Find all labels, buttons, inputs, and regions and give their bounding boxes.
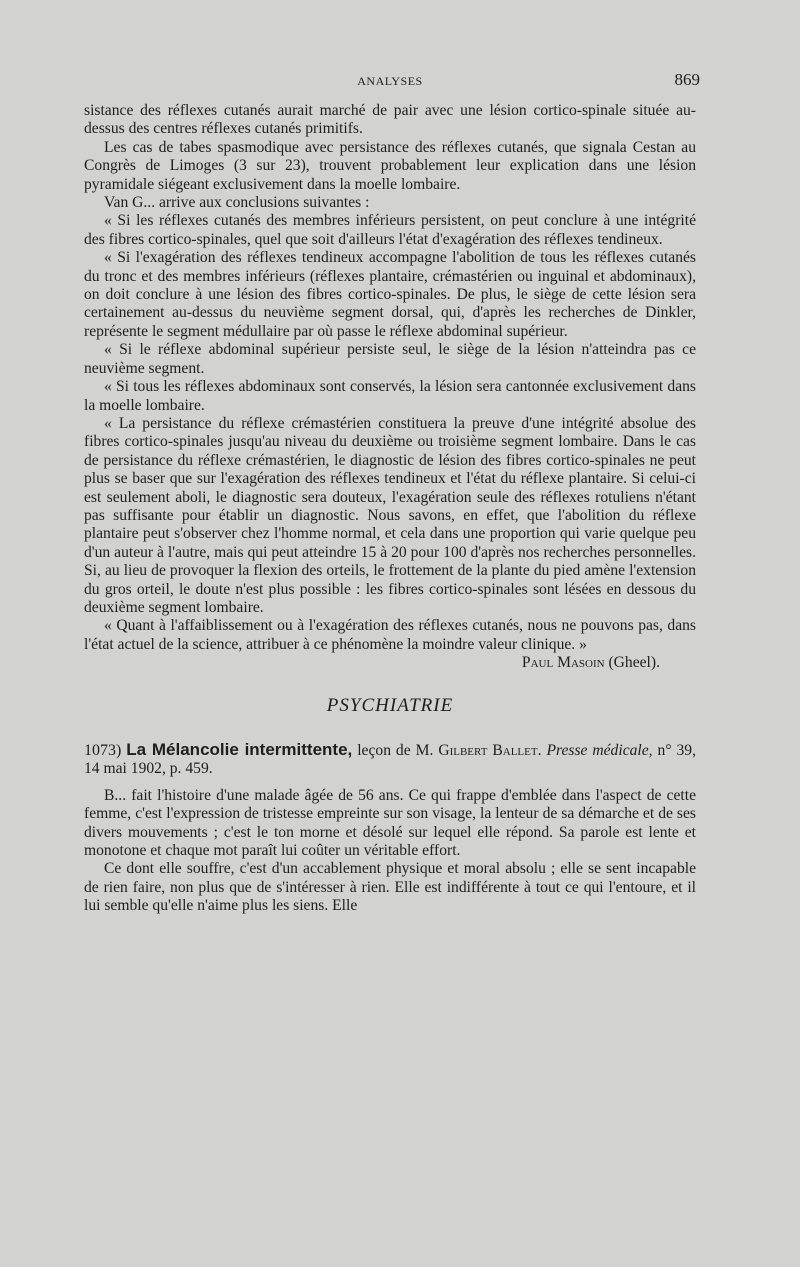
signature-line xyxy=(84,654,696,672)
entry-citation: n° 39, 14 mai 1902, p. 459. xyxy=(84,742,696,778)
paragraph: Ce dont elle souffre, c'est d'un accablement physique et moral absolu ; elle se sent incapable de rien faire, non plus que de s'intéresser à rien. Elle est indifférente à tout ce qui l'entoure, et il lui semble qu'elle n'aime plus les siens. Elle xyxy=(84,860,696,915)
paragraph: B... fait l'histoire d'une malade âgée de 56 ans. Ce qui frappe d'emblée dans l'aspect de cette femme, c'est l'expression de tristesse empreinte sur son visage, la lenteur de sa démarche et de ses divers mouvements ; c'est le ton morne et désolé sur lequel elle répond. Sa parole est lente et monotone et chaque mot paraît lui coûter un véritable effort. xyxy=(84,786,696,860)
signature xyxy=(522,654,696,672)
paragraph: sistance des réflexes cutanés aurait marché de pair avec une lésion cortico-spinale située au-dessus des centres réflexes cutanés primitifs. xyxy=(84,102,696,138)
entry-author: Gilbert Ballet. xyxy=(438,742,542,759)
paragraph: « Si les réflexes cutanés des membres inférieurs persistent, on peut conclure à une intégrité des fibres cortico-spinales, quel que soit d'ailleurs l'état d'exagération des réflexes tendineux. xyxy=(84,212,696,248)
bibliographic-entry xyxy=(84,741,696,779)
entry-line xyxy=(84,741,696,779)
paragraph: Les cas de tabes spasmodique avec persistance des réflexes cutanés, que signala Cestan au Congrès de Limoges (3 sur 23), trouvent probablement leur explication dans une lésion pyramidale siégeant exclusivement dans la moelle lombaire. xyxy=(84,138,696,193)
paragraph: Van G... arrive aux conclusions suivantes : xyxy=(104,194,370,212)
signature-place: (Gheel). xyxy=(608,654,660,672)
page-header xyxy=(80,70,700,94)
entry-byline-prefix: leçon de M. xyxy=(357,742,434,759)
running-title: ANALYSES xyxy=(357,74,423,88)
paragraph: « Si tous les réflexes abdominaux sont conservés, la lésion sera cantonnée exclusivement dans la moelle lombaire. xyxy=(84,378,696,414)
paragraph: « La persistance du réflexe crémastérien constituera la preuve d'une intégrité absolue des fibres cortico-spinales jusqu'au niveau du deuxième ou troisième segment lombaire. Dans le cas de persistance du réflexe crémastérien, le diagnostic de lésion des fibres cortico-spinales ne peut plus se baser que sur l'exagération des réflexes tendineux et l'état du réflexe plantaire. Si celui-ci est seulement aboli, le diagnostic sera douteux, l'exagération seule des réflexes rotuliens n'étant pas suffisante pour établir un diagnostic. Nous savons, en effet, que l'abolition du réflexe plantaire peut s'observer chez l'homme normal, et cela dans une proportion qui varie quelque peu d'un auteur à l'autre, mais qui peut atteindre 15 à 20 pour 100 d'après nos recherches personnelles. Si, au lieu de provoquer la flexion des orteils, le frottement de la plante du pied amène l'extension du gros orteil, le doute n'est plus possible : les fibres cortico-spinales sont lésées en dessous du deuxième segment lombaire. xyxy=(84,414,696,616)
paragraph: « Si le réflexe abdominal supérieur persiste seul, le siège de la lésion n'atteindra pas ce neuvième segment. xyxy=(84,341,696,377)
entry-journal: Presse médicale, xyxy=(546,742,653,759)
entry-number: 1073) xyxy=(84,742,122,759)
section-title: PSYCHIATRIE xyxy=(326,694,454,716)
signature-name: Paul Masoin xyxy=(521,654,605,672)
page-number: 869 xyxy=(674,70,700,89)
body-text xyxy=(84,102,696,916)
paragraph: « Si l'exagération des réflexes tendineux accompagne l'abolition de tous les réflexes cutanés du tronc et des membres inférieurs (réflexes plantaire, crémastérien ou inguinal et abdominaux), on doit conclure à une lésion des fibres cortico-spinales. De plus, le siège de cette lésion sera certainement au-dessus du neuvième segment dorsal, qui, d'après les recherches de Dinkler, représente le segment médullaire par où passe le réflexe abdominal supérieur. xyxy=(84,249,696,340)
entry-title: La Mélancolie intermittente, xyxy=(126,740,353,759)
paragraph: « Quant à l'affaiblissement ou à l'exagération des réflexes cutanés, nous ne pouvons pas, dans l'état actuel de la science, attribuer à ce phénomène la moindre valeur clinique. » xyxy=(84,617,696,653)
